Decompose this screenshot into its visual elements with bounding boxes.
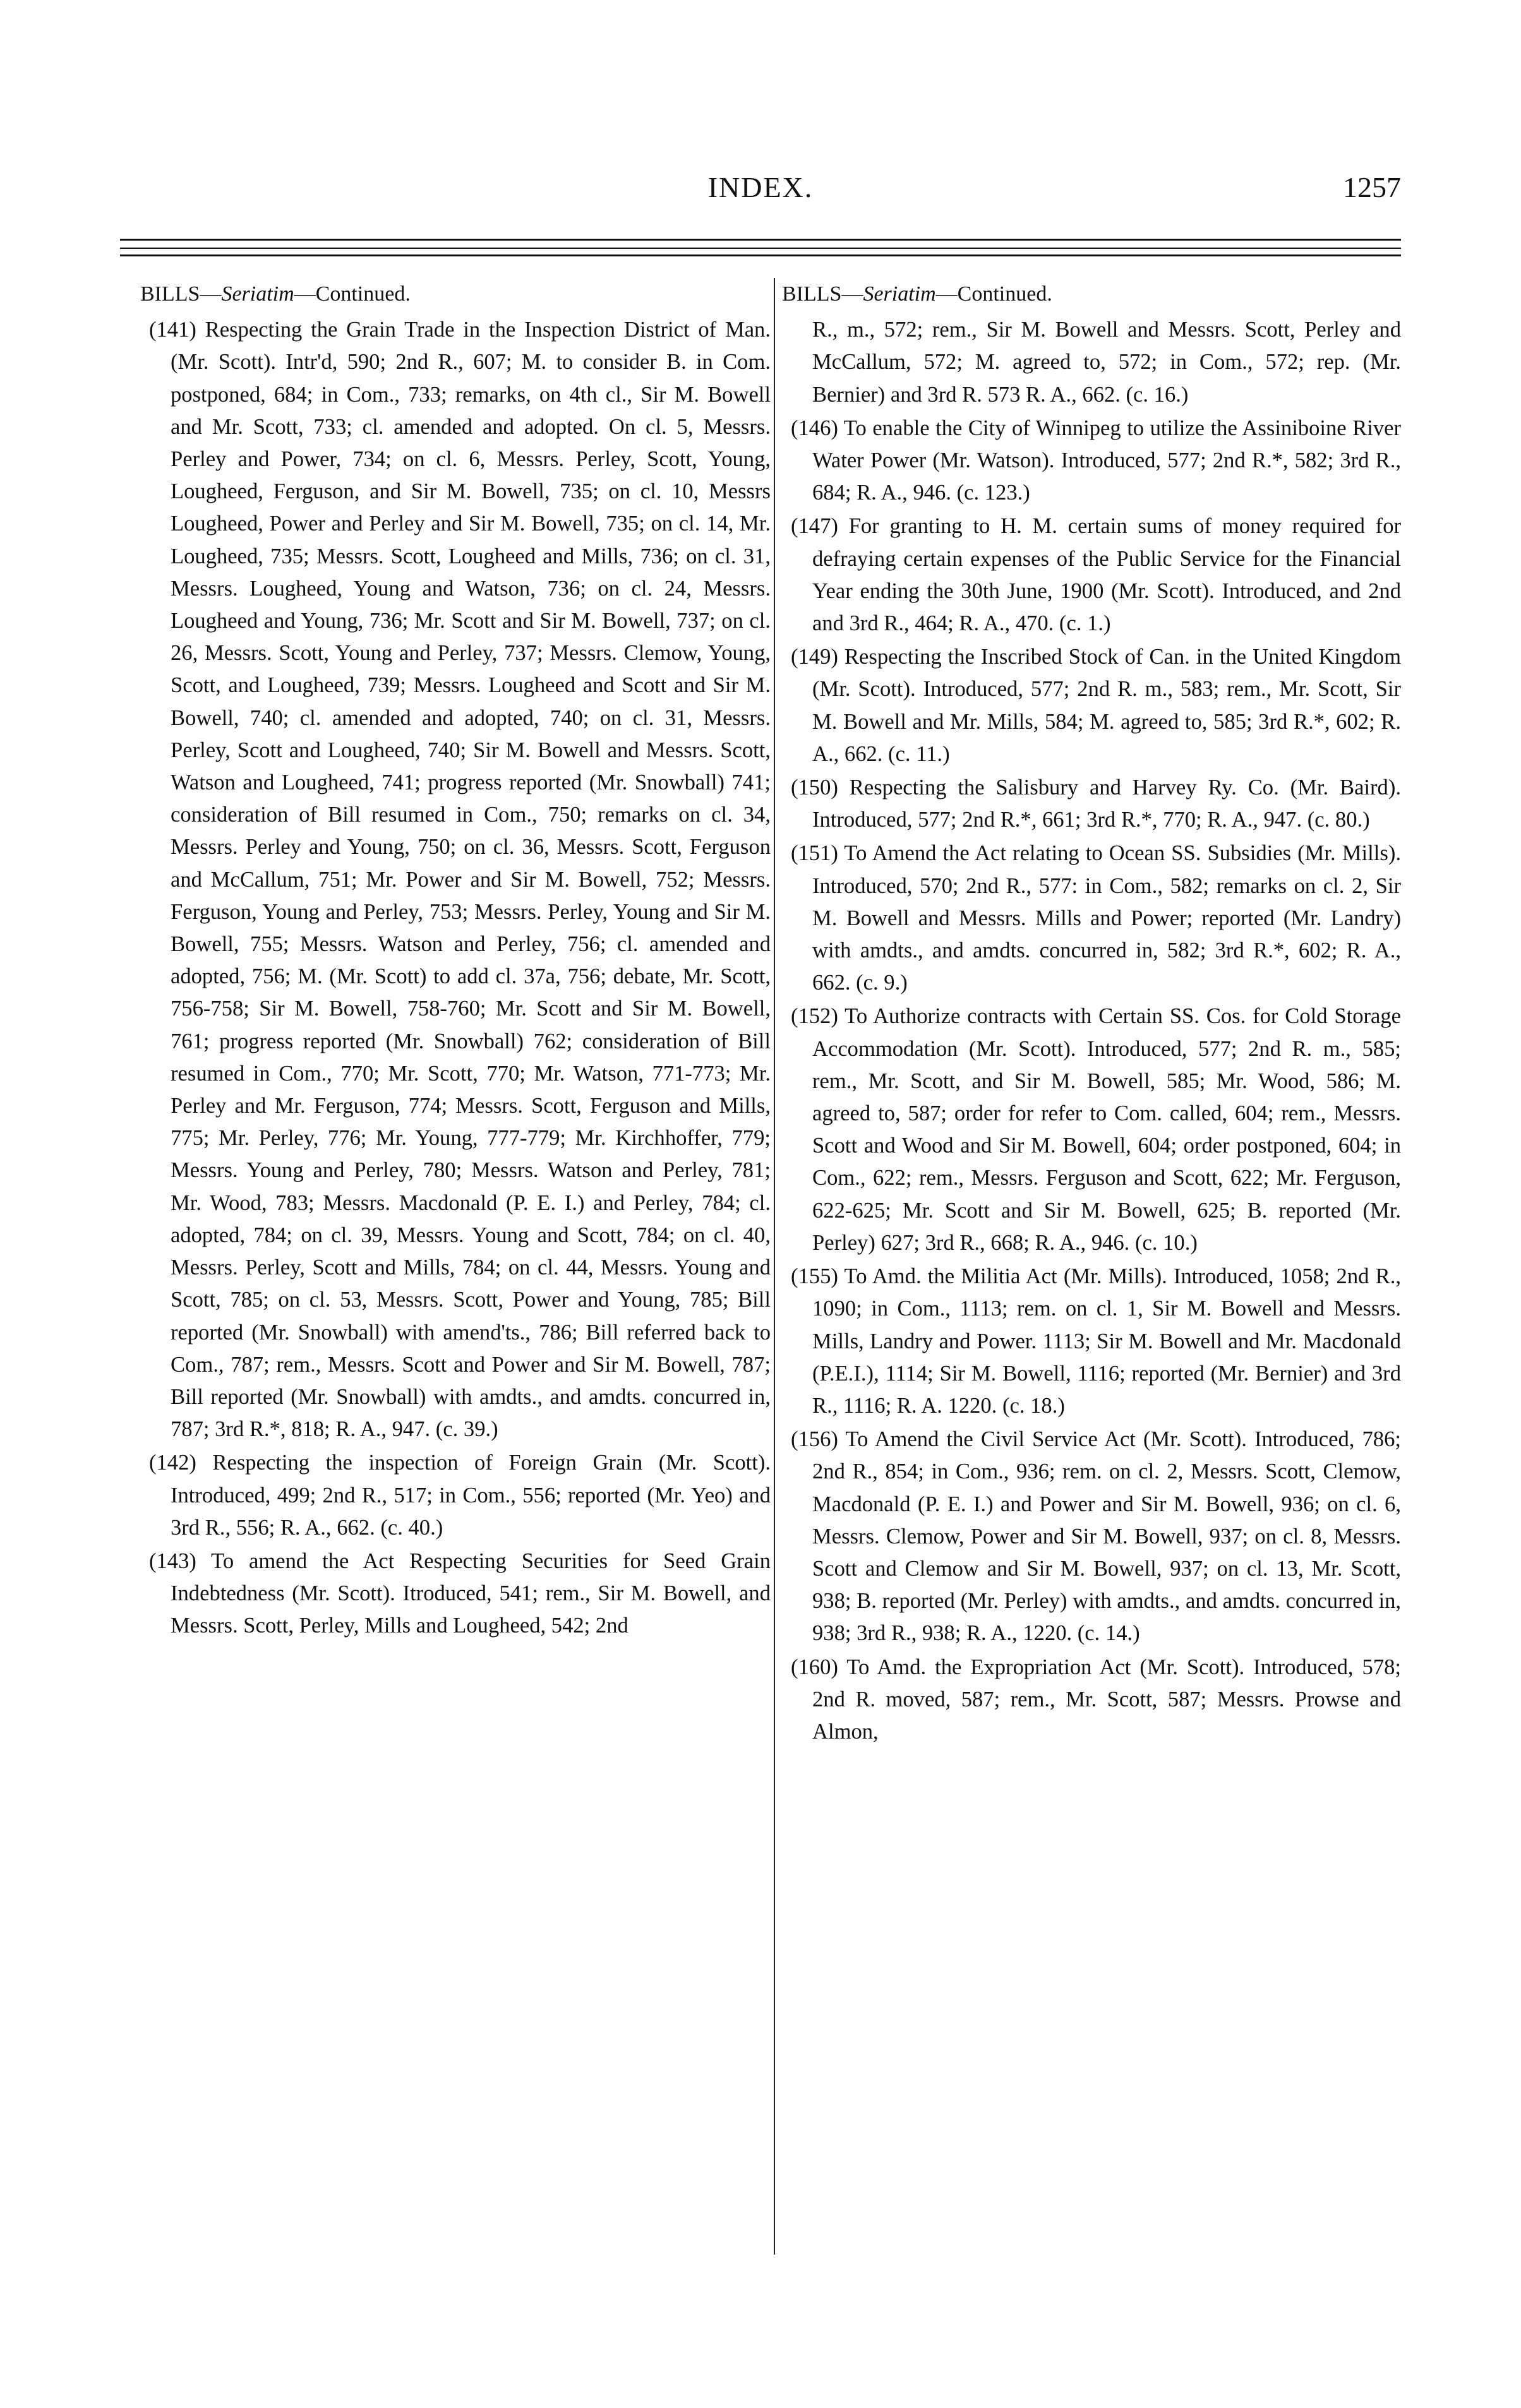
index-entry: (142) Respecting the inspection of Foreign Grain (Mr. Scott). Introduced, 499; 2nd R., 517; in Com., 556; reported (Mr. Yeo) and 3rd R., 556; R. A., 662. (c. 40.) (149, 1451, 771, 1540)
right-column (782, 278, 1401, 1749)
section-heading (782, 278, 1401, 310)
header-rule (120, 255, 1401, 256)
section-heading (140, 278, 771, 310)
index-entry: (141) Respecting the Grain Trade in the Inspection District of Man. (Mr. Scott). Intr'd, 590; 2nd R., 607; M. to consider B. in Com. postponed, 684; in Com., 733; remarks, on 4th cl., Sir M. Bowell and Mr. Scott, 733; cl. amended and adopted. On cl. 5, Messrs. Perley and Power, 734; on cl. 6, Messrs. Perley, Scott, Young, Lougheed, Ferguson, and Sir M. Bowell, 735; on cl. 10, Messrs Lougheed, Power and Perley and Sir M. Bowell, 735; on cl. 14, Mr. Lougheed, 735; Messrs. Scott, Lougheed and Mills, 736; on cl. 31, Messrs. Lougheed, Young and Watson, 736; on cl. 24, Messrs. Lougheed and Young, 736; Mr. Scott and Sir M. Bowell, 737; on cl. 26, Messrs. Scott, Young and Perley, 737; Messrs. Clemow, Young, Scott, and Lougheed, 739; Messrs. Lougheed and Scott and Sir M. Bowell, 740; cl. amended and adopted, 740; on cl. 31, Messrs. Perley, Scott and Lougheed, 740; Sir M. Bowell and Messrs. Scott, Watson and Lougheed, 741; progress reported (Mr. Snowball) 741; consideration of Bill resumed in Com., 750; remarks on cl. 34, Messrs. Perley and Young, 750; on cl. 36, Messrs. Scott, Ferguson and McCallum, 751; Mr. Power and Sir M. Bowell, 752; Messrs. Ferguson, Young and Perley, 753; Messrs. Perley, Young and Sir M. Bowell, 755; Messrs. Watson and Perley, 756; cl. amended and adopted, 756; M. (Mr. Scott) to add cl. 37a, 756; debate, Mr. Scott, 756-758; Sir M. Bowell, 758-760; Mr. Scott and Sir M. Bowell, 761; progress reported (Mr. Snowball) 762; consideration of Bill resumed in Com., 770; Mr. Scott, 770; Mr. Watson, 771-773; Mr. Perley and Mr. Ferguson, 774; Messrs. Scott, Ferguson and Mills, 775; Mr. Perley, 776; Mr. Young, 777-779; Mr. Kirchhoffer, 779; Messrs. Young and Perley, 780; Messrs. Watson and Perley, 781; Mr. Wood, 783; Messrs. Macdonald (P. E. I.) and Perley, 784; cl. adopted, 784; on cl. 39, Messrs. Young and Scott, 784; on cl. 40, Messrs. Perley, Scott and Mills, 784; on cl. 44, Messrs. Young and Scott, 785; on cl. 53, Messrs. Scott, Power and Young, 785; Bill reported (Mr. Snowball) with amend'ts., 786; Bill referred back to Com., 787; rem., Messrs. Scott and Power and Sir M. Bowell, 787; Bill reported (Mr. Snowball) with amdts., and amdts. concurred in, 787; 3rd R.*, 818; R. A., 947. (c. 39.) (149, 318, 771, 1442)
index-entry: (151) To Amend the Act relating to Ocean SS. Subsidies (Mr. Mills). Introduced, 570; 2nd R., 577: in Com., 582; remarks on cl. 2, Sir M. Bowell and Messrs. Mills and Power; reported (Mr. Landry) with amdts., and amdts. concurred in, 582; 3rd R.*, 602; R. A., 662. (c. 9.) (791, 841, 1401, 995)
page-number: 1257 (1343, 171, 1401, 203)
page-header (120, 171, 1401, 221)
left-column (140, 278, 771, 1644)
heading-main: BILLS— (782, 282, 863, 306)
page-title: INDEX. (707, 171, 814, 203)
index-entry: (150) Respecting the Salisbury and Harvey Ry. Co. (Mr. Baird). Introduced, 577; 2nd R.*, 661; 3rd R.*, 770; R. A., 947. (c. 80.) (791, 776, 1401, 832)
index-entry: (147) For granting to H. M. certain sums of money required for defraying certain expenses of the Public Service for the Financial Year ending the 30th June, 1900 (Mr. Scott). Introduced, and 2nd and 3rd R., 464; R. A., 470. (c. 1.) (791, 514, 1401, 636)
index-entry: (160) To Amd. the Expropriation Act (Mr. Scott). Introduced, 578; 2nd R. moved, 587; rem., Mr. Scott, 587; Messrs. Prowse and Almon, (791, 1655, 1401, 1744)
index-entry: (149) Respecting the Inscribed Stock of Can. in the United Kingdom (Mr. Scott). Introduced, 577; 2nd R. m., 583; rem., Mr. Scott, Sir M. Bowell and Mr. Mills, 584; M. agreed to, 585; 3rd R.*, 602; R. A., 662. (c. 11.) (791, 645, 1401, 766)
header-rule (120, 248, 1401, 249)
heading-tail: —Continued. (294, 282, 411, 306)
index-entry: (143) To amend the Act Respecting Securities for Seed Grain Indebtedness (Mr. Scott). Itroduced, 541; rem., Sir M. Bowell, and Messrs. Scott, Perley, Mills and Lougheed, 542; 2nd (149, 1548, 771, 1638)
index-entry: (155) To Amd. the Militia Act (Mr. Mills). Introduced, 1058; 2nd R., 1090; in Com., 1113; rem. on cl. 1, Sir M. Bowell and Messrs. Mills, Landry and Power. 1113; Sir M. Bowell and Mr. Macdonald (P.E.I.), 1114; Sir M. Bowell, 1116; reported (Mr. Bernier) and 3rd R., 1116; R. A. 1220. (c. 18.) (791, 1264, 1401, 1418)
header-rule (120, 239, 1401, 241)
index-entry: (146) To enable the City of Winnipeg to utilize the Assiniboine River Water Power (Mr. Watson). Introduced, 577; 2nd R.*, 582; 3rd R., 684; R. A., 946. (c. 123.) (791, 416, 1401, 505)
heading-tail: —Continued. (935, 282, 1052, 306)
column-divider (774, 278, 775, 2255)
index-entry: (156) To Amend the Civil Service Act (Mr. Scott). Introduced, 786; 2nd R., 854; in Com., 936; rem. on cl. 2, Messrs. Scott, Clemow, Macdonald (P. E. I.) and Power and Sir M. Bowell, 936; on cl. 6, Messrs. Clemow, Power and Sir M. Bowell, 937; on cl. 8, Messrs. Scott and Clemow and Sir M. Bowell, 937; on cl. 13, Mr. Scott, 938; B. reported (Mr. Perley) with amdts., and amdts. concurred in, 938; 3rd R., 938; R. A., 1220. (c. 14.) (791, 1427, 1401, 1646)
heading-main: BILLS— (140, 282, 222, 306)
heading-italic: Seriatim (221, 282, 294, 306)
index-entry: (152) To Authorize contracts with Certain SS. Cos. for Cold Storage Accommodation (Mr. Scott). Introduced, 577; 2nd R. m., 585; rem., Mr. Scott, and Sir M. Bowell, 585; Mr. Wood, 586; M. agreed to, 587; order for refer to Com. called, 604; rem., Messrs. Scott and Wood and Sir M. Bowell, 604; order postponed, 604; in Com., 622; rem., Messrs. Ferguson and Scott, 622; Mr. Ferguson, 622-625; Mr. Scott and Sir M. Bowell, 625; B. reported (Mr. Perley) 627; 3rd R., 668; R. A., 946. (c. 10.) (791, 1004, 1401, 1255)
heading-italic: Seriatim (863, 282, 936, 306)
index-entry-continuation: R., m., 572; rem., Sir M. Bowell and Messrs. Scott, Perley and McCallum, 572; M. agreed to, 572; in Com., 572; rep. (Mr. Bernier) and 3rd R. 573 R. A., 662. (c. 16.) (812, 318, 1401, 407)
